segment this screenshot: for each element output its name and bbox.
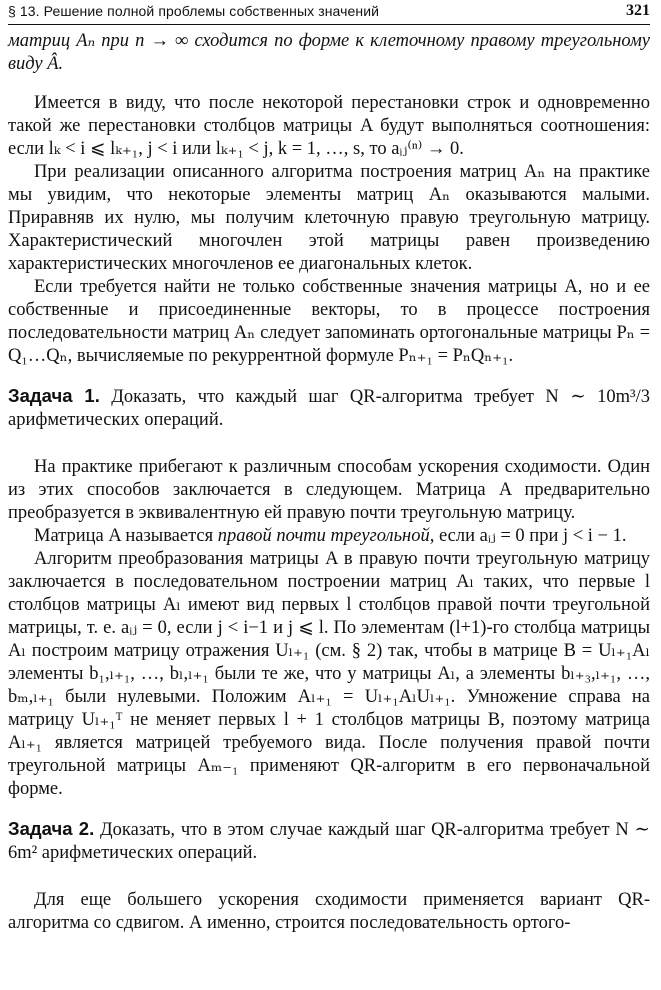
task-1-text: Доказать, что каждый шаг QR-алгоритма требует N ∼ 10m³/3 арифметических операций. — [8, 387, 650, 430]
task-1 — [8, 384, 650, 432]
paragraph: Если требуется найти не только собственные значения матрицы A, но и ее собственные и присоединенные векторы, то в процессе построения последовательности матриц Aₙ следует запоминать ортогональные матрицы Pₙ = Q₁…Qₙ, вычисляемые по рекуррентной формуле Pₙ₊₁ = PₙQₙ₊₁. — [8, 277, 650, 366]
book-page — [8, 0, 650, 990]
page-number: 321 — [626, 2, 650, 19]
defined-term: правой почти треугольной — [217, 526, 430, 546]
task-1-label: Задача 1. — [8, 385, 100, 406]
definition-paragraph — [8, 525, 650, 548]
body-text — [8, 30, 650, 935]
definition-condition: , если aᵢⱼ = 0 при j < i − 1. — [429, 526, 627, 546]
task-2-text: Доказать, что в этом случае каждый шаг QR-алгоритма требует N ∼ 6m² арифметических операций. — [8, 820, 650, 863]
task-2-label: Задача 2. — [8, 818, 95, 839]
task-2 — [8, 817, 650, 865]
running-header — [8, 0, 650, 25]
definition-lead: Матрица A называется — [34, 526, 218, 546]
paragraph: При реализации описанного алгоритма построения матриц Aₙ на практике мы увидим, что некоторые элементы матриц Aₙ оказываются малыми. Приравняв их нулю, мы получим клеточную правую треугольную матрицу. Характеристический многочлен этой матрицы равен произведению характеристических многочленов ее диагональных клеток. — [8, 162, 650, 274]
section-title: § 13. Решение полной проблемы собственных значений — [8, 3, 380, 19]
paragraph: Для еще большего ускорения сходимости применяется вариант QR-алгоритма со сдвигом. А именно, строится последовательность ортого- — [8, 890, 650, 933]
paragraph: Алгоритм преобразования матрицы A в правую почти треугольную матрицу заключается в последовательном построении матриц Aₗ таких, что первые l столбцов матрицы Aₗ имеют вид первых l столбцов правой почти треугольной матрицы, т. е. aᵢⱼ = 0, если j < i−1 и j ⩽ l. По элементам (l+1)-го столбца матрицы Aₗ построим матрицу отражения Uₗ₊₁ (см. § 2) так, чтобы в матрице B = Uₗ₊₁Aₗ элементы b₁,ₗ₊₁, …, bₗ,ₗ₊₁ были те же, что у матрицы Aₗ, а элементы bₗ₊₃,ₗ₊₁, …, bₘ,ₗ₊₁ были нулевыми. Положим Aₗ₊₁ = Uₗ₊₁AₗUₗ₊₁. Умножение справа на матрицу Uₗ₊₁ᵀ не меняет первых l + 1 столбцов матрицы B, поэтому матрица Aₗ₊₁ является матрицей требуемого вида. После получения правой почти треугольной матрицы Aₘ₋₁ применяют QR-алгоритм в его первоначальной форме. — [8, 549, 650, 799]
paragraph-continuation: матриц Aₙ при n → ∞ сходится по форме к клеточному правому треугольному виду Â. — [8, 31, 650, 74]
paragraph: Имеется в виду, что после некоторой перестановки строк и одновременно такой же перестановки столбцов матрицы A будут выполняться соотношения: если lₖ < i ⩽ lₖ₊₁, j < i или lₖ₊₁ < j, k = 1, …, s, то aᵢⱼ⁽ⁿ⁾ → 0. — [8, 93, 650, 159]
paragraph: На практике прибегают к различным способам ускорения сходимости. Один из этих способов заключается в следующем. Матрица A предварительно преобразуется в эквивалентную ей правую почти треугольную матрицу. — [8, 457, 650, 523]
